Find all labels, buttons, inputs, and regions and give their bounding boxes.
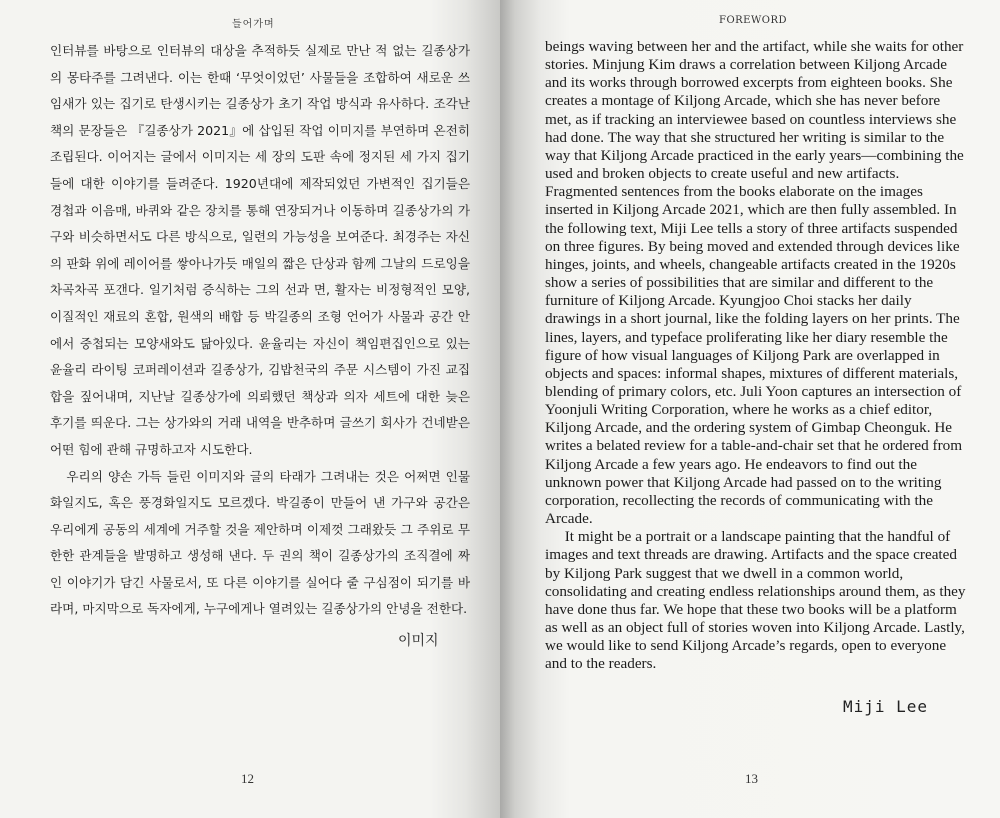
right-running-head: FOREWORD xyxy=(719,15,787,26)
english-body-text xyxy=(545,38,970,673)
english-signature: Miji Lee xyxy=(843,697,929,716)
right-page xyxy=(500,0,1000,818)
korean-paragraph-1: 인터뷰를 바탕으로 인터뷰의 대상을 추적하듯 실제로 만난 적 없는 길종상가의 몽타주를 그려낸다. 이는 한때 ‘무엇이었던’ 사물들을 조합하여 새로운 쓰임새가 있는 집기로 탄생시키는 길종상가 초기 작업 방식과 유사하다. 조각난 책의 문장들은 『길종상가 2021』에 삽입된 작업 이미지를 부연하며 온전히 조립된다. 이어지는 글에서 이미지는 세 장의 도판 속에 정지된 세 가지 집기들에 대한 이야기를 들려준다. 1920년대에 제작되었던 가변적인 집기들은 경첩과 이음매, 바퀴와 같은 장치를 통해 연장되거나 이동하며 길종상가의 가구와 비슷하면서도 다른 방식으로, 일련의 가능성을 보여준다. 최경주는 자신의 판화 위에 레이어를 쌓아나가듯 매일의 짧은 단상과 함께 그날의 드로잉을 차곡차곡 포갠다. 일기처럼 증식하는 그의 선과 면, 활자는 비정형적인 모양, 이질적인 재료의 혼합, 원색의 배합 등 박길종의 조형 언어가 사물과 공간 안에서 중첩되는 모양새와도 닮아있다. 윤율리는 자신이 책임편집인으로 있는 윤율리 라이팅 코퍼레이션과 길종상가, 김밥천국의 주문 시스템이 가진 교집합을 짚어내며, 지난날 길종상가에 의뢰했던 책상과 의자 세트에 대한 늦은 후기를 띄운다. 그는 상가와의 거래 내역을 반추하며 글쓰기 회사가 건네받은 어떤 힘에 관해 규명하고자 시도한다. xyxy=(50,43,470,457)
english-paragraph-2: It might be a portrait or a landscape painting that the handful of images and text threads are drawing. Artifacts and the space created by Kiljong Park suggest that we dwell in a common world, consolidating and creating endless relationships around them, as they have done thus far. We hope that these two books will be a platform as well as an object full of stories woven into Kiljong Arcade. Lastly, we would like to send Kiljong Arcade’s regards, open to everyone and to the readers. xyxy=(545,528,966,673)
korean-paragraph-2: 우리의 양손 가득 들린 이미지와 글의 타래가 그려내는 것은 어쩌면 인물화일지도, 혹은 풍경화일지도 모르겠다. 박길종이 만들어 낸 가구와 공간은 우리에게 공동의 세계에 거주할 것을 제안하며 이제껏 그래왔듯 그 주위로 무한한 관계들을 발명하고 생성해 낸다. 두 권의 책이 길종상가의 조직결에 짜인 이야기가 담긴 사물로서, 또 다른 이야기를 실어다 줄 구심점이 되기를 바라며, 마지막으로 독자에게, 누구에게나 열려있는 길종상가의 안녕을 전한다. xyxy=(50,468,470,617)
korean-signature: 이미지 xyxy=(398,633,439,649)
left-running-head: 들어가며 xyxy=(232,19,275,30)
korean-body-text xyxy=(50,38,470,623)
left-page-number: 12 xyxy=(241,771,254,786)
right-page-number: 13 xyxy=(745,771,758,786)
english-paragraph-1: beings waving between her and the artifact, while she waits for other stories. Minjung Kim draws a correlation between Kiljong Arcade and its works through borrowed excerpts from eighteen books. She creates a montage of Kiljong Arcade, which she has never before met, as if tracking an interviewee based on countless interviews she had done. The way that she structured her writing is similar to the way that Kiljong Arcade practiced in the early years—combining the used and broken objects to create useful and new artifacts. Fragmented sentences from the books elaborate on the images inserted in Kiljong Arcade 2021, which are then fully assembled. In the following text, Miji Lee tells a story of three artifacts suspended on three figures. By being moved and extended through devices like hinges, joints, and wheels, changeable artifacts created in the 1920s show a series of possibilities that are similar and different to the furniture of Kiljong Arcade. Kyungjoo Choi stacks her daily drawings in a short journal, like the folding layers on her prints. The lines, layers, and typeface proliferating like her diary resemble the figure of how visual languages of Kiljong Park are overlapped in objects and spaces: informal shapes, mixtures of different materials, blending of primary colors, etc. Juli Yoon captures an intersection of Yoonjuli Writing Corporation, where he works as a chief editor, Kiljong Arcade, and the ordering system of Gimbap Cheonguk. He writes a belated review for a table-and-chair set that he ordered from Kiljong Arcade a few years ago. He endeavors to find out the unknown power that Kiljong Arcade had passed on to the writing corporation, recollecting the records of communicating with the Arcade. xyxy=(545,38,964,528)
